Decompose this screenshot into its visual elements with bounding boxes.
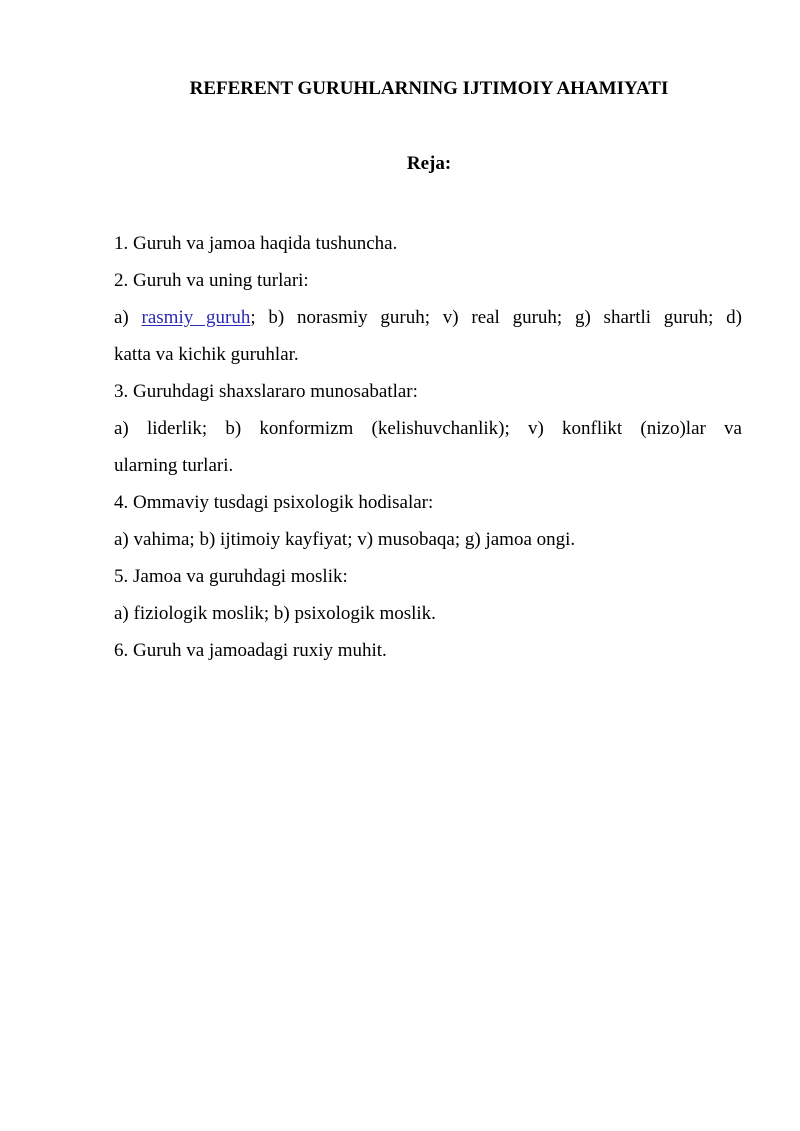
plan-item-3-sub-line-1: a) liderlik; b) konformizm (kelishuvchanlik); v) konflikt (nizo)lar va (114, 418, 742, 439)
plan-item-2-sub-rest: ; b) norasmiy guruh; v) real guruh; g) shartli guruh; d) (250, 307, 742, 328)
plan-item-4: 4. Ommaviy tusdagi psixologik hodisalar: (114, 492, 434, 513)
plan-item-5: 5. Jamoa va guruhdagi moslik: (114, 566, 348, 587)
plan-item-2-subitems (114, 299, 742, 373)
plan-item-2: 2. Guruh va uning turlari: (114, 270, 309, 291)
page-title: REFERENT GURUHLARNING IJTIMOIY AHAMIYATI (189, 78, 669, 99)
plan-heading: Reja: (406, 153, 452, 174)
plan-item-3-subitems (114, 410, 742, 484)
plan-item-6: 6. Guruh va jamoadagi ruxiy muhit. (114, 640, 387, 661)
plan-item-1: 1. Guruh va jamoa haqida tushuncha. (114, 233, 398, 254)
plan-item-2-sub-line-2: katta va kichik guruhlar. (114, 344, 299, 365)
plan-item-5-subitems: a) fiziologik moslik; b) psixologik moslik. (114, 603, 436, 624)
plan-item-4-subitems: a) vahima; b) ijtimoiy kayfiyat; v) musobaqa; g) jamoa ongi. (114, 529, 576, 550)
rasmiy-guruh-link[interactable]: rasmiy guruh (141, 307, 251, 328)
plan-item-3: 3. Guruhdagi shaxslararo munosabatlar: (114, 381, 418, 402)
plan-list (114, 225, 742, 669)
plan-item-2-sub-line-1 (114, 299, 742, 336)
plan-item-2-sub-prefix: a) (114, 307, 142, 328)
plan-item-3-sub-line-2: ularning turlari. (114, 455, 234, 476)
